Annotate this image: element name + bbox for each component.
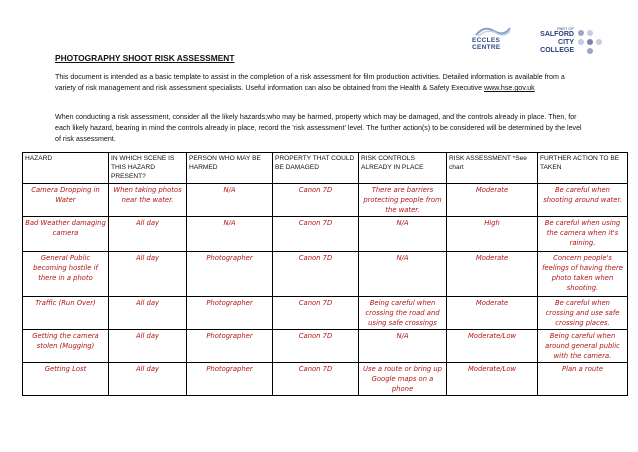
cell-property: Canon 7D <box>273 184 359 217</box>
salford-logo-line-3: COLLEGE <box>540 47 574 54</box>
cell-risk-controls: There are barriers protecting people from the water. <box>359 184 447 217</box>
table-row <box>23 184 628 217</box>
table-header-row <box>23 153 628 184</box>
cell-hazard: General Public becoming hostile if there in a photo <box>23 252 109 297</box>
eccles-centre-logo <box>470 25 516 55</box>
header-further-action: FURTHER ACTION TO BE TAKEN <box>538 153 628 184</box>
header-scene: IN WHICH SCENE IS THIS HAZARD PRESENT? <box>109 153 187 184</box>
cell-further-action: Be careful when using the camera when it's raining. <box>538 217 628 252</box>
salford-dots-icon <box>576 28 608 54</box>
cell-property: Canon 7D <box>273 330 359 363</box>
intro-paragraph <box>55 72 585 94</box>
instructions-paragraph: When conducting a risk assessment, consider all the likely hazards;who may be harmed, property which may be damaged, and the controls already in place. Then, for each likely hazard, bearing in mind the controls already in place, record the 'risk assessment' level. The further action(s) to be considered will be determined by the level of risk assessment. <box>55 113 582 143</box>
cell-scene: When taking photos near the water. <box>109 184 187 217</box>
header-property: PROPERTY THAT COULD BE DAMAGED <box>273 153 359 184</box>
cell-scene: All day <box>109 330 187 363</box>
header-risk-assessment: RISK ASSESSMENT *See chart <box>447 153 538 184</box>
eccles-logo-line-2: CENTRE <box>472 44 501 51</box>
cell-risk-controls: N/A <box>359 252 447 297</box>
cell-person: N/A <box>187 184 273 217</box>
cell-risk-assessment: Moderate <box>447 184 538 217</box>
cell-person: Photographer <box>187 330 273 363</box>
cell-risk-controls: N/A <box>359 330 447 363</box>
cell-person: Photographer <box>187 363 273 396</box>
cell-risk-controls: N/A <box>359 217 447 252</box>
cell-risk-assessment: Moderate/Low <box>447 363 538 396</box>
cell-hazard: Bad Weather damaging camera <box>23 217 109 252</box>
table-row <box>23 217 628 252</box>
cell-hazard: Getting Lost <box>23 363 109 396</box>
eccles-swirl-icon <box>474 25 512 37</box>
cell-further-action: Plan a route <box>538 363 628 396</box>
table-row <box>23 363 628 396</box>
header-person: PERSON WHO MAY BE HARMED <box>187 153 273 184</box>
salford-city-college-logo <box>522 24 612 56</box>
table-row <box>23 297 628 330</box>
salford-logo-line-1: SALFORD <box>540 31 574 38</box>
cell-property: Canon 7D <box>273 363 359 396</box>
cell-person: N/A <box>187 217 273 252</box>
cell-risk-assessment: Moderate <box>447 297 538 330</box>
cell-risk-controls: Use a route or bring up Google maps on a phone <box>359 363 447 396</box>
document-title: PHOTOGRAPHY SHOOT RISK ASSESSMENT <box>55 53 235 63</box>
cell-scene: All day <box>109 363 187 396</box>
cell-risk-controls: Being careful when crossing the road and using safe crossings <box>359 297 447 330</box>
cell-scene: All day <box>109 217 187 252</box>
header-risk-controls: RISK CONTROLS ALREADY IN PLACE <box>359 153 447 184</box>
cell-property: Canon 7D <box>273 252 359 297</box>
cell-scene: All day <box>109 297 187 330</box>
salford-logo-small-text: PART OF <box>557 26 574 31</box>
cell-property: Canon 7D <box>273 297 359 330</box>
cell-person: Photographer <box>187 252 273 297</box>
cell-person: Photographer <box>187 297 273 330</box>
header-hazard: HAZARD <box>23 153 109 184</box>
cell-property: Canon 7D <box>273 217 359 252</box>
cell-risk-assessment: Moderate/Low <box>447 330 538 363</box>
cell-further-action: Concern people's feelings of having there photo taken when shooting. <box>538 252 628 297</box>
salford-logo-line-2: CITY <box>558 39 574 46</box>
cell-hazard: Camera Dropping in Water <box>23 184 109 217</box>
eccles-logo-line-1: ECCLES <box>472 37 501 44</box>
cell-further-action: Be careful when crossing and use safe crossing places. <box>538 297 628 330</box>
table-row <box>23 252 628 297</box>
cell-scene: All day <box>109 252 187 297</box>
cell-further-action: Being careful when around general public with the camera. <box>538 330 628 363</box>
cell-hazard: Traffic (Run Over) <box>23 297 109 330</box>
cell-risk-assessment: High <box>447 217 538 252</box>
intro-text: This document is intended as a basic template to assist in the completion of a risk assessment for film production activities. Detailed information is available from a variety of risk management and risk assessment specialists. Useful information can also be obtained from the Health & Safety Executive <box>55 73 565 92</box>
cell-hazard: Getting the camera stolen (Mugging) <box>23 330 109 363</box>
cell-risk-assessment: Moderate <box>447 252 538 297</box>
risk-assessment-table <box>22 152 628 396</box>
hse-link[interactable]: www.hse.gov.uk <box>483 84 535 92</box>
cell-further-action: Be careful when shooting around water. <box>538 184 628 217</box>
table-row <box>23 330 628 363</box>
